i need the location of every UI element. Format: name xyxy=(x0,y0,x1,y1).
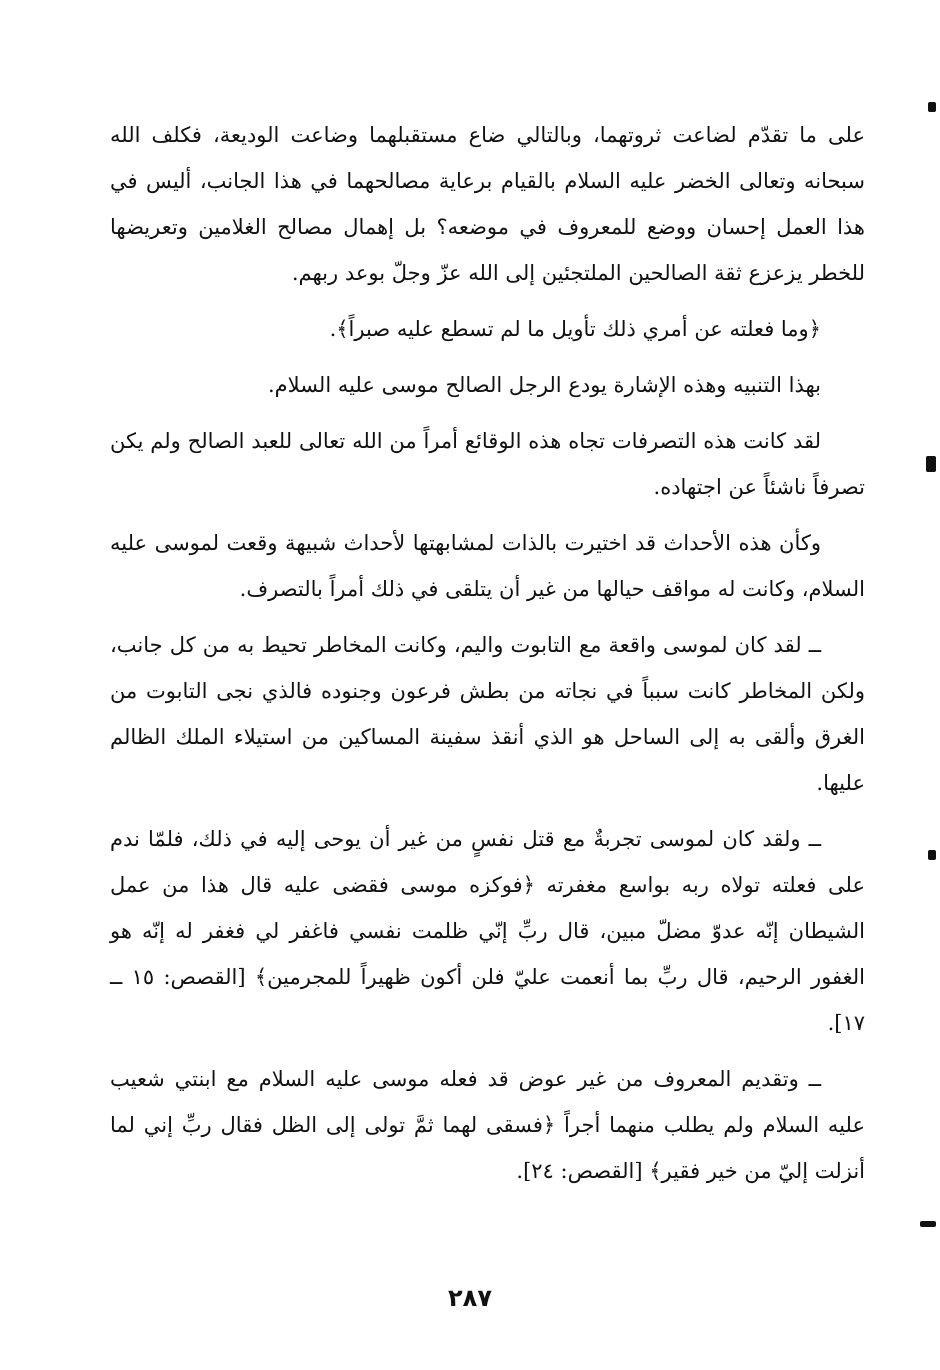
right-edge-mark-4 xyxy=(920,1221,936,1227)
paragraph-1: على ما تقدّم لضاعت ثروتهما، وبالتالي ضاع مستقبلهما وضاعت الوديعة، فكلف الله سبحانه وتعالى الخضر عليه السلام بالقيام برعاية مصالحهما في هذا الجانب، أليس في هذا العمل إحسان ووضع للمعروف في موضعه؟ بل إهمال مصالح الغلامين وتعريضها للخطر يزعزع ثقة الصالحين الملتجئين إلى الله عزّ وجلّ بوعد ربهم. xyxy=(110,123,865,285)
body-text xyxy=(110,112,865,1204)
right-edge-mark-3 xyxy=(928,850,936,860)
page-number: ٢٨٧ xyxy=(448,1284,492,1312)
list-item-2: ــ ولقد كان لموسى تجربةٌ مع قتل نفسٍ من غير أن يوحى إليه في ذلك، فلمّا ندم على فعلته تولاه ربه بواسع مغفرته ﴿فوكزه موسى فقضى عليه قال هذا من عمل الشيطان إنّه عدوّ مضلّ مبين، قال ربِّ إنّي ظلمت نفسي فاغفر لي فغفر له إنّه هو الغفور الرحيم، قال ربِّ بما أنعمت عليّ فلن أكون ظهيراً للمجرمين﴾ [القصص: ١٥ ــ ١٧]. xyxy=(110,827,865,1035)
right-edge-mark-2 xyxy=(926,456,936,472)
list-item-1: ــ لقد كان لموسى واقعة مع التابوت واليم، وكانت المخاطر تحيط به من كل جانب، ولكن المخاطر كانت سبباً في نجاته من بطش فرعون وجنوده فالذي نجى التابوت من الغرق وألقى به إلى الساحل هو الذي أنقذ سفينة المساكين من استيلاء الملك الظالم عليها. xyxy=(110,633,865,795)
quran-quote-1: ﴿وما فعلته عن أمري ذلك تأويل ما لم تسطع عليه صبراً﴾. xyxy=(329,317,821,341)
paragraph-2: بهذا التنبيه وهذه الإشارة يودع الرجل الصالح موسى عليه السلام. xyxy=(267,373,821,397)
paragraph-3: لقد كانت هذه التصرفات تجاه هذه الوقائع أمراً من الله تعالى للعبد الصالح ولم يكن تصرفاً ناشئاً عن اجتهاده. xyxy=(110,429,865,499)
right-edge-mark-1 xyxy=(928,102,936,112)
paragraph-4: وكأن هذه الأحداث قد اختيرت بالذات لمشابهتها لأحداث شبيهة وقعت لموسى عليه السلام، وكانت له مواقف حيالها من غير أن يتلقى في ذلك أمراً بالتصرف. xyxy=(110,531,865,601)
list-item-3: ــ وتقديم المعروف من غير عوض قد فعله موسى عليه السلام مع ابنتي شعيب عليه السلام ولم يطلب منهما أجراً ﴿فسقى لهما ثمَّ تولى إلى الظل فقال ربِّ إني لما أنزلت إليّ من خير فقير﴾ [القصص: ٢٤]. xyxy=(110,1067,865,1183)
